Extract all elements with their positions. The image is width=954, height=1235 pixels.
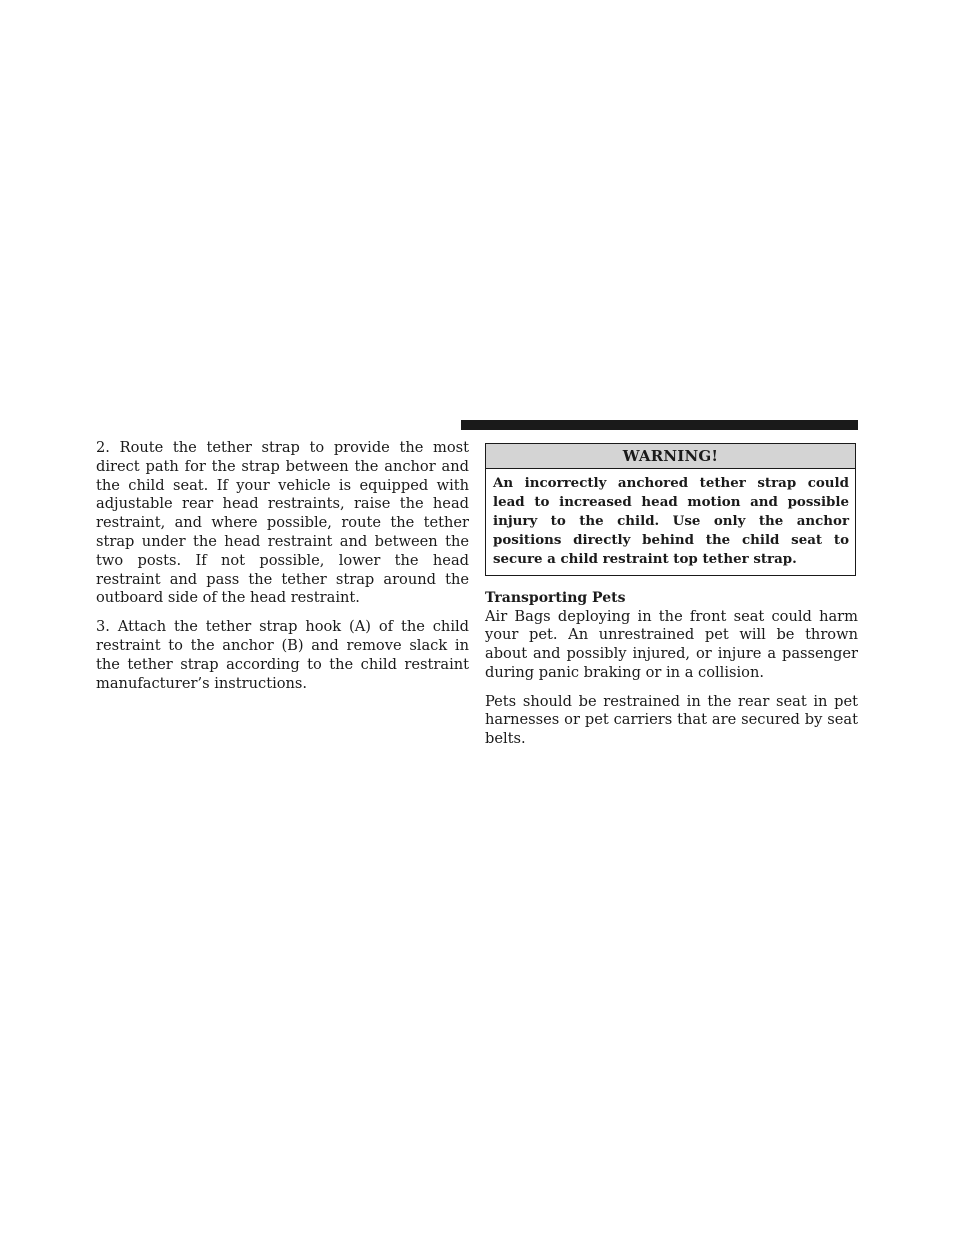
warning-title: WARNING!	[486, 444, 855, 469]
left-column	[96, 439, 469, 703]
section-heading: Transporting Pets	[485, 590, 626, 606]
pets-paragraph-2: Pets should be restrained in the rear seat in pet harnesses or pet carriers that are secured by seat belts.	[485, 692, 858, 748]
warning-text: An incorrectly anchored tether strap could lead to increased head motion and possible injury to the child. Use only the anchor positions directly behind the child seat to secure a child restraint top tether strap.	[493, 475, 849, 567]
section-divider-bar	[461, 420, 858, 430]
step-3-paragraph: 3. Attach the tether strap hook (A) of the child restraint to the anchor (B) and remove slack in the tether strap according to the child restraint manufacturer’s instructions.	[96, 618, 469, 692]
pets-paragraph-1: Air Bags deploying in the front seat could harm your pet. An unrestrained pet will be thrown about and possibly injured, or injure a passenger during panic braking or in a collision.	[485, 607, 858, 681]
step-2-paragraph: 2. Route the tether strap to provide the most direct path for the strap between the anchor and the child seat. If your vehicle is equipped with adjustable rear head restraints, raise the head restraint, and where possible, route the tether strap under the head restraint and between the two posts. If not possible, lower the head restraint and pass the tether strap around the outboard side of the head restraint.	[96, 439, 469, 607]
warning-box	[485, 443, 856, 576]
right-column	[485, 589, 858, 759]
